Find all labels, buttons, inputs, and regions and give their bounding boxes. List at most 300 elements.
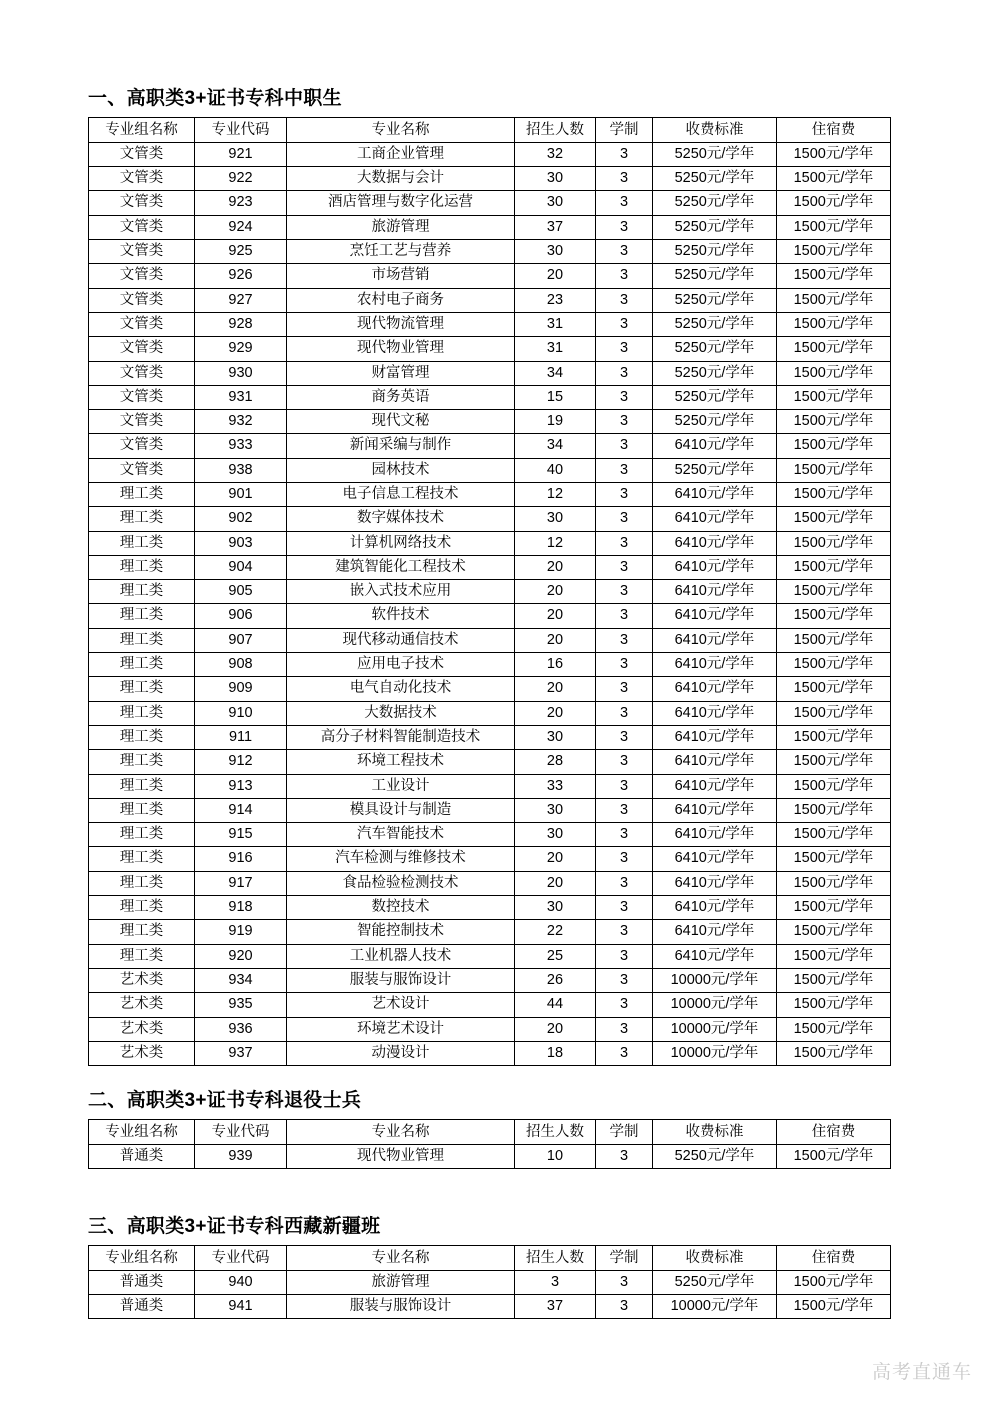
table-row — [89, 410, 891, 434]
cell-major-group: 文管类 — [89, 458, 195, 482]
cell-duration: 3 — [596, 823, 653, 847]
cell-major-code: 908 — [195, 653, 287, 677]
cell-tuition: 6410元/学年 — [653, 896, 777, 920]
table-header-row — [89, 1245, 891, 1270]
cell-dormitory: 1500元/学年 — [777, 823, 891, 847]
cell-dormitory: 1500元/学年 — [777, 677, 891, 701]
cell-tuition: 6410元/学年 — [653, 725, 777, 749]
cell-major-group: 理工类 — [89, 580, 195, 604]
section-2 — [88, 1090, 890, 1169]
table-row — [89, 458, 891, 482]
cell-duration: 3 — [596, 555, 653, 579]
cell-major-code: 919 — [195, 920, 287, 944]
cell-dormitory: 1500元/学年 — [777, 750, 891, 774]
cell-quota: 30 — [515, 823, 596, 847]
cell-major-name: 现代物业管理 — [287, 1144, 515, 1168]
cell-dormitory: 1500元/学年 — [777, 920, 891, 944]
table-row — [89, 896, 891, 920]
cell-tuition: 5250元/学年 — [653, 385, 777, 409]
cell-quota: 20 — [515, 580, 596, 604]
cell-tuition: 5250元/学年 — [653, 361, 777, 385]
cell-dormitory: 1500元/学年 — [777, 653, 891, 677]
cell-major-code: 932 — [195, 410, 287, 434]
cell-quota: 33 — [515, 774, 596, 798]
cell-quota: 22 — [515, 920, 596, 944]
section-1 — [88, 88, 890, 1066]
cell-dormitory: 1500元/学年 — [777, 215, 891, 239]
cell-quota: 31 — [515, 337, 596, 361]
cell-major-group: 理工类 — [89, 847, 195, 871]
cell-major-code: 930 — [195, 361, 287, 385]
cell-tuition: 5250元/学年 — [653, 410, 777, 434]
cell-duration: 3 — [596, 725, 653, 749]
table-header-row — [89, 117, 891, 142]
cell-quota: 34 — [515, 361, 596, 385]
cell-major-group: 艺术类 — [89, 968, 195, 992]
cell-quota: 30 — [515, 725, 596, 749]
cell-tuition: 10000元/学年 — [653, 968, 777, 992]
col-header-major-group: 专业组名称 — [89, 117, 195, 142]
cell-major-code: 915 — [195, 823, 287, 847]
table-row — [89, 361, 891, 385]
cell-major-name: 数控技术 — [287, 896, 515, 920]
cell-duration: 3 — [596, 968, 653, 992]
cell-tuition: 5250元/学年 — [653, 215, 777, 239]
cell-quota: 16 — [515, 653, 596, 677]
cell-duration: 3 — [596, 944, 653, 968]
table-3-header — [89, 1245, 891, 1270]
table-row — [89, 677, 891, 701]
cell-tuition: 6410元/学年 — [653, 604, 777, 628]
cell-major-code: 912 — [195, 750, 287, 774]
cell-major-name: 高分子材料智能制造技术 — [287, 725, 515, 749]
cell-tuition: 5250元/学年 — [653, 458, 777, 482]
cell-major-name: 智能控制技术 — [287, 920, 515, 944]
table-row — [89, 1017, 891, 1041]
cell-major-name: 工业设计 — [287, 774, 515, 798]
cell-duration: 3 — [596, 1041, 653, 1065]
cell-major-code: 934 — [195, 968, 287, 992]
cell-duration: 3 — [596, 1017, 653, 1041]
cell-quota: 25 — [515, 944, 596, 968]
cell-duration: 3 — [596, 653, 653, 677]
cell-major-name: 新闻采编与制作 — [287, 434, 515, 458]
cell-dormitory: 1500元/学年 — [777, 847, 891, 871]
cell-tuition: 5250元/学年 — [653, 142, 777, 166]
cell-major-group: 文管类 — [89, 288, 195, 312]
col-header-quota: 招生人数 — [515, 1119, 596, 1144]
cell-major-code: 905 — [195, 580, 287, 604]
cell-duration: 3 — [596, 628, 653, 652]
table-row — [89, 798, 891, 822]
cell-duration: 3 — [596, 750, 653, 774]
table-row — [89, 628, 891, 652]
cell-major-group: 理工类 — [89, 871, 195, 895]
cell-major-code: 940 — [195, 1270, 287, 1294]
cell-major-name: 数字媒体技术 — [287, 507, 515, 531]
cell-major-code: 928 — [195, 312, 287, 336]
cell-tuition: 5250元/学年 — [653, 264, 777, 288]
cell-duration: 3 — [596, 191, 653, 215]
table-row — [89, 823, 891, 847]
cell-major-code: 931 — [195, 385, 287, 409]
cell-quota: 20 — [515, 1017, 596, 1041]
cell-dormitory: 1500元/学年 — [777, 701, 891, 725]
cell-major-code: 914 — [195, 798, 287, 822]
table-row — [89, 555, 891, 579]
cell-tuition: 10000元/学年 — [653, 1041, 777, 1065]
cell-tuition: 5250元/学年 — [653, 337, 777, 361]
cell-quota: 20 — [515, 264, 596, 288]
table-row — [89, 288, 891, 312]
cell-dormitory: 1500元/学年 — [777, 142, 891, 166]
cell-quota: 20 — [515, 847, 596, 871]
table-2-body — [89, 1144, 891, 1168]
cell-major-name: 模具设计与制造 — [287, 798, 515, 822]
cell-duration: 3 — [596, 410, 653, 434]
cell-duration: 3 — [596, 920, 653, 944]
cell-major-group: 文管类 — [89, 264, 195, 288]
cell-major-code: 924 — [195, 215, 287, 239]
cell-duration: 3 — [596, 993, 653, 1017]
cell-major-group: 理工类 — [89, 798, 195, 822]
cell-major-code: 904 — [195, 555, 287, 579]
table-row — [89, 1270, 891, 1294]
admission-table-3 — [88, 1245, 891, 1320]
cell-quota: 20 — [515, 701, 596, 725]
cell-duration: 3 — [596, 677, 653, 701]
cell-major-group: 理工类 — [89, 750, 195, 774]
cell-tuition: 10000元/学年 — [653, 993, 777, 1017]
cell-quota: 30 — [515, 507, 596, 531]
cell-major-code: 929 — [195, 337, 287, 361]
cell-major-code: 903 — [195, 531, 287, 555]
col-header-major-code: 专业代码 — [195, 1119, 287, 1144]
cell-major-group: 理工类 — [89, 483, 195, 507]
cell-dormitory: 1500元/学年 — [777, 555, 891, 579]
cell-major-code: 918 — [195, 896, 287, 920]
admission-table-1 — [88, 117, 891, 1066]
table-row — [89, 507, 891, 531]
cell-quota: 10 — [515, 1144, 596, 1168]
cell-tuition: 6410元/学年 — [653, 701, 777, 725]
cell-major-code: 939 — [195, 1144, 287, 1168]
cell-major-group: 理工类 — [89, 774, 195, 798]
table-row — [89, 774, 891, 798]
cell-duration: 3 — [596, 896, 653, 920]
cell-dormitory: 1500元/学年 — [777, 896, 891, 920]
cell-tuition: 6410元/学年 — [653, 823, 777, 847]
table-1-header — [89, 117, 891, 142]
cell-dormitory: 1500元/学年 — [777, 1041, 891, 1065]
cell-major-group: 理工类 — [89, 823, 195, 847]
cell-quota: 20 — [515, 677, 596, 701]
table-row — [89, 944, 891, 968]
cell-major-group: 普通类 — [89, 1270, 195, 1294]
cell-dormitory: 1500元/学年 — [777, 1017, 891, 1041]
cell-quota: 37 — [515, 1295, 596, 1319]
watermark: 高考直通车 — [871, 1362, 972, 1383]
cell-major-group: 理工类 — [89, 677, 195, 701]
cell-duration: 3 — [596, 312, 653, 336]
cell-quota: 3 — [515, 1270, 596, 1294]
table-row — [89, 337, 891, 361]
cell-major-name: 服装与服饰设计 — [287, 968, 515, 992]
table-2-header — [89, 1119, 891, 1144]
cell-major-name: 汽车智能技术 — [287, 823, 515, 847]
table-row — [89, 750, 891, 774]
cell-major-name: 现代物流管理 — [287, 312, 515, 336]
cell-major-group: 文管类 — [89, 240, 195, 264]
cell-major-name: 环境艺术设计 — [287, 1017, 515, 1041]
cell-major-code: 935 — [195, 993, 287, 1017]
table-row — [89, 847, 891, 871]
cell-major-name: 环境工程技术 — [287, 750, 515, 774]
cell-major-code: 920 — [195, 944, 287, 968]
col-header-major-group: 专业组名称 — [89, 1119, 195, 1144]
table-row — [89, 483, 891, 507]
table-row — [89, 385, 891, 409]
cell-dormitory: 1500元/学年 — [777, 312, 891, 336]
cell-major-name: 大数据与会计 — [287, 167, 515, 191]
cell-major-group: 文管类 — [89, 410, 195, 434]
cell-major-name: 食品检验检测技术 — [287, 871, 515, 895]
table-row — [89, 531, 891, 555]
cell-dormitory: 1500元/学年 — [777, 871, 891, 895]
cell-duration: 3 — [596, 798, 653, 822]
cell-dormitory: 1500元/学年 — [777, 798, 891, 822]
cell-duration: 3 — [596, 142, 653, 166]
cell-quota: 20 — [515, 628, 596, 652]
cell-tuition: 6410元/学年 — [653, 555, 777, 579]
cell-major-group: 理工类 — [89, 725, 195, 749]
cell-major-name: 大数据技术 — [287, 701, 515, 725]
table-row — [89, 701, 891, 725]
col-header-dormitory: 住宿费 — [777, 1119, 891, 1144]
cell-major-group: 理工类 — [89, 653, 195, 677]
cell-duration: 3 — [596, 847, 653, 871]
section-3 — [88, 1216, 890, 1319]
admission-table-2 — [88, 1119, 891, 1169]
table-row — [89, 240, 891, 264]
col-header-tuition: 收费标准 — [653, 1245, 777, 1270]
cell-tuition: 6410元/学年 — [653, 677, 777, 701]
cell-major-group: 理工类 — [89, 944, 195, 968]
cell-tuition: 5250元/学年 — [653, 1270, 777, 1294]
cell-tuition: 6410元/学年 — [653, 628, 777, 652]
col-header-duration: 学制 — [596, 1245, 653, 1270]
cell-duration: 3 — [596, 604, 653, 628]
table-row — [89, 1144, 891, 1168]
cell-dormitory: 1500元/学年 — [777, 361, 891, 385]
cell-duration: 3 — [596, 337, 653, 361]
cell-tuition: 10000元/学年 — [653, 1295, 777, 1319]
cell-major-group: 普通类 — [89, 1295, 195, 1319]
cell-major-name: 财富管理 — [287, 361, 515, 385]
cell-dormitory: 1500元/学年 — [777, 944, 891, 968]
cell-major-code: 923 — [195, 191, 287, 215]
cell-major-code: 913 — [195, 774, 287, 798]
cell-major-name: 工业机器人技术 — [287, 944, 515, 968]
cell-quota: 20 — [515, 555, 596, 579]
cell-quota: 31 — [515, 312, 596, 336]
cell-major-group: 文管类 — [89, 434, 195, 458]
cell-major-group: 文管类 — [89, 215, 195, 239]
cell-duration: 3 — [596, 1270, 653, 1294]
cell-major-name: 电气自动化技术 — [287, 677, 515, 701]
cell-duration: 3 — [596, 774, 653, 798]
cell-major-code: 938 — [195, 458, 287, 482]
cell-major-group: 文管类 — [89, 361, 195, 385]
cell-dormitory: 1500元/学年 — [777, 968, 891, 992]
cell-major-group: 文管类 — [89, 191, 195, 215]
section-1-heading: 一、高职类3+证书专科中职生 — [88, 88, 342, 109]
cell-major-name: 现代文秘 — [287, 410, 515, 434]
cell-duration: 3 — [596, 434, 653, 458]
cell-dormitory: 1500元/学年 — [777, 434, 891, 458]
cell-duration: 3 — [596, 483, 653, 507]
cell-major-code: 910 — [195, 701, 287, 725]
table-row — [89, 312, 891, 336]
cell-major-group: 理工类 — [89, 896, 195, 920]
cell-dormitory: 1500元/学年 — [777, 191, 891, 215]
col-header-major-code: 专业代码 — [195, 1245, 287, 1270]
cell-major-name: 旅游管理 — [287, 1270, 515, 1294]
cell-major-name: 服装与服饰设计 — [287, 1295, 515, 1319]
cell-major-name: 酒店管理与数字化运营 — [287, 191, 515, 215]
cell-major-code: 902 — [195, 507, 287, 531]
cell-major-name: 汽车检测与维修技术 — [287, 847, 515, 871]
cell-dormitory: 1500元/学年 — [777, 385, 891, 409]
cell-major-code: 933 — [195, 434, 287, 458]
table-row — [89, 264, 891, 288]
cell-tuition: 6410元/学年 — [653, 483, 777, 507]
cell-tuition: 6410元/学年 — [653, 871, 777, 895]
cell-major-name: 现代物业管理 — [287, 337, 515, 361]
cell-major-group: 理工类 — [89, 701, 195, 725]
cell-major-name: 动漫设计 — [287, 1041, 515, 1065]
cell-tuition: 6410元/学年 — [653, 920, 777, 944]
cell-duration: 3 — [596, 240, 653, 264]
cell-major-code: 909 — [195, 677, 287, 701]
cell-tuition: 6410元/学年 — [653, 507, 777, 531]
col-header-dormitory: 住宿费 — [777, 1245, 891, 1270]
cell-major-group: 理工类 — [89, 531, 195, 555]
cell-major-group: 理工类 — [89, 628, 195, 652]
cell-quota: 12 — [515, 531, 596, 555]
cell-dormitory: 1500元/学年 — [777, 604, 891, 628]
cell-duration: 3 — [596, 264, 653, 288]
cell-tuition: 6410元/学年 — [653, 847, 777, 871]
cell-major-group: 文管类 — [89, 312, 195, 336]
cell-major-group: 普通类 — [89, 1144, 195, 1168]
cell-major-group: 文管类 — [89, 337, 195, 361]
cell-major-code: 937 — [195, 1041, 287, 1065]
col-header-major-name: 专业名称 — [287, 1119, 515, 1144]
cell-tuition: 6410元/学年 — [653, 580, 777, 604]
cell-duration: 3 — [596, 385, 653, 409]
col-header-dormitory: 住宿费 — [777, 117, 891, 142]
cell-dormitory: 1500元/学年 — [777, 288, 891, 312]
cell-major-group: 艺术类 — [89, 1017, 195, 1041]
cell-duration: 3 — [596, 1144, 653, 1168]
col-header-quota: 招生人数 — [515, 1245, 596, 1270]
cell-major-group: 文管类 — [89, 142, 195, 166]
cell-major-name: 现代移动通信技术 — [287, 628, 515, 652]
cell-quota: 40 — [515, 458, 596, 482]
cell-tuition: 5250元/学年 — [653, 288, 777, 312]
table-row — [89, 653, 891, 677]
cell-major-name: 市场营销 — [287, 264, 515, 288]
cell-major-name: 应用电子技术 — [287, 653, 515, 677]
cell-dormitory: 1500元/学年 — [777, 774, 891, 798]
cell-tuition: 6410元/学年 — [653, 774, 777, 798]
cell-dormitory: 1500元/学年 — [777, 483, 891, 507]
cell-tuition: 6410元/学年 — [653, 531, 777, 555]
cell-major-name: 软件技术 — [287, 604, 515, 628]
cell-major-code: 936 — [195, 1017, 287, 1041]
col-header-tuition: 收费标准 — [653, 117, 777, 142]
cell-tuition: 6410元/学年 — [653, 750, 777, 774]
cell-quota: 23 — [515, 288, 596, 312]
table-row — [89, 1041, 891, 1065]
cell-major-name: 计算机网络技术 — [287, 531, 515, 555]
cell-dormitory: 1500元/学年 — [777, 264, 891, 288]
cell-major-name: 旅游管理 — [287, 215, 515, 239]
cell-quota: 30 — [515, 240, 596, 264]
cell-quota: 15 — [515, 385, 596, 409]
cell-major-name: 园林技术 — [287, 458, 515, 482]
cell-major-name: 烹饪工艺与营养 — [287, 240, 515, 264]
cell-quota: 28 — [515, 750, 596, 774]
cell-tuition: 6410元/学年 — [653, 434, 777, 458]
cell-major-name: 嵌入式技术应用 — [287, 580, 515, 604]
cell-duration: 3 — [596, 288, 653, 312]
cell-duration: 3 — [596, 1295, 653, 1319]
cell-duration: 3 — [596, 871, 653, 895]
cell-tuition: 5250元/学年 — [653, 312, 777, 336]
cell-duration: 3 — [596, 361, 653, 385]
cell-quota: 18 — [515, 1041, 596, 1065]
cell-major-code: 922 — [195, 167, 287, 191]
cell-dormitory: 1500元/学年 — [777, 725, 891, 749]
cell-dormitory: 1500元/学年 — [777, 993, 891, 1017]
cell-major-code: 916 — [195, 847, 287, 871]
cell-duration: 3 — [596, 167, 653, 191]
cell-major-group: 文管类 — [89, 167, 195, 191]
cell-major-code: 927 — [195, 288, 287, 312]
table-row — [89, 215, 891, 239]
cell-dormitory: 1500元/学年 — [777, 337, 891, 361]
cell-quota: 32 — [515, 142, 596, 166]
table-row — [89, 993, 891, 1017]
col-header-quota: 招生人数 — [515, 117, 596, 142]
cell-major-code: 941 — [195, 1295, 287, 1319]
cell-major-group: 理工类 — [89, 555, 195, 579]
cell-quota: 34 — [515, 434, 596, 458]
cell-dormitory: 1500元/学年 — [777, 507, 891, 531]
col-header-major-name: 专业名称 — [287, 1245, 515, 1270]
col-header-major-name: 专业名称 — [287, 117, 515, 142]
cell-major-group: 理工类 — [89, 507, 195, 531]
cell-duration: 3 — [596, 458, 653, 482]
cell-tuition: 6410元/学年 — [653, 944, 777, 968]
cell-quota: 30 — [515, 896, 596, 920]
cell-major-code: 906 — [195, 604, 287, 628]
cell-major-group: 文管类 — [89, 385, 195, 409]
table-row — [89, 1295, 891, 1319]
cell-major-code: 926 — [195, 264, 287, 288]
